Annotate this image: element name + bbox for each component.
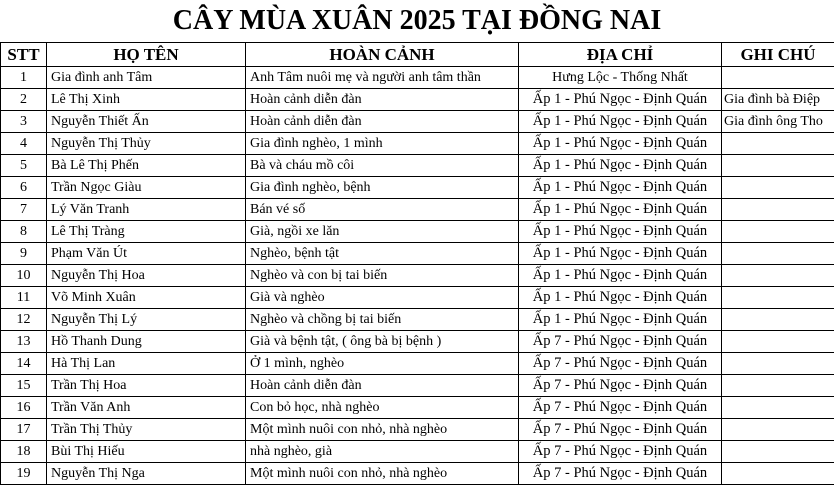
row-name-cell: Nguyễn Thị Nga — [47, 463, 246, 485]
row-circumstance-cell: Hoàn cảnh diễn đàn — [246, 111, 519, 133]
row-note-cell — [722, 199, 834, 221]
row-name-cell: Phạm Văn Út — [47, 243, 246, 265]
table-row — [1, 309, 834, 331]
row-name-cell: Nguyễn Thiết Ấn — [47, 111, 246, 133]
row-stt-cell: 19 — [1, 463, 47, 485]
row-name-cell: Hồ Thanh Dung — [47, 331, 246, 353]
table-row — [1, 111, 834, 133]
row-address-cell: Ấp 1 - Phú Ngọc - Định Quán — [519, 199, 722, 221]
row-address-cell: Ấp 1 - Phú Ngọc - Định Quán — [519, 309, 722, 331]
row-stt-cell: 7 — [1, 199, 47, 221]
row-name-cell: Nguyễn Thị Hoa — [47, 265, 246, 287]
row-name-cell: Nguyễn Thị Lý — [47, 309, 246, 331]
row-address-cell: Ấp 1 - Phú Ngọc - Định Quán — [519, 133, 722, 155]
row-stt-cell: 5 — [1, 155, 47, 177]
header-address: ĐỊA CHỈ — [519, 43, 722, 67]
row-note-cell: Gia đình bà Điệp — [722, 89, 834, 111]
row-address-cell: Ấp 1 - Phú Ngọc - Định Quán — [519, 89, 722, 111]
row-circumstance-cell: Bà và cháu mồ côi — [246, 155, 519, 177]
row-circumstance-cell: Già và bệnh tật, ( ông bà bị bệnh ) — [246, 331, 519, 353]
page-title: CÂY MÙA XUÂN 2025 TẠI ĐỒNG NAI — [0, 0, 834, 42]
row-note-cell — [722, 67, 834, 89]
row-name-cell: Gia đình anh Tâm — [47, 67, 246, 89]
row-stt-cell: 1 — [1, 67, 47, 89]
row-circumstance-cell: Hoàn cảnh diễn đàn — [246, 89, 519, 111]
table-row — [1, 177, 834, 199]
table-row — [1, 353, 834, 375]
header-circumstance: HOÀN CẢNH — [246, 43, 519, 67]
table-row — [1, 287, 834, 309]
row-stt-cell: 16 — [1, 397, 47, 419]
row-note-cell — [722, 441, 834, 463]
header-stt: STT — [1, 43, 47, 67]
table-row — [1, 89, 834, 111]
row-stt-cell: 10 — [1, 265, 47, 287]
table-row — [1, 67, 834, 89]
table-row — [1, 375, 834, 397]
row-circumstance-cell: Già, ngồi xe lăn — [246, 221, 519, 243]
row-circumstance-cell: Nghèo, bệnh tật — [246, 243, 519, 265]
row-note-cell — [722, 397, 834, 419]
row-note-cell: Gia đình ông Tho — [722, 111, 834, 133]
row-address-cell: Ấp 1 - Phú Ngọc - Định Quán — [519, 155, 722, 177]
table-row — [1, 199, 834, 221]
row-name-cell: Trần Văn Anh — [47, 397, 246, 419]
beneficiary-table — [0, 42, 834, 485]
table-row — [1, 441, 834, 463]
header-name: HỌ TÊN — [47, 43, 246, 67]
row-address-cell: Ấp 7 - Phú Ngọc - Định Quán — [519, 397, 722, 419]
table-body — [1, 67, 834, 485]
row-stt-cell: 13 — [1, 331, 47, 353]
row-stt-cell: 18 — [1, 441, 47, 463]
header-note: GHI CHÚ — [722, 43, 834, 67]
table-header-row — [1, 43, 834, 67]
row-name-cell: Lê Thị Xinh — [47, 89, 246, 111]
row-stt-cell: 14 — [1, 353, 47, 375]
table-row — [1, 419, 834, 441]
row-name-cell: Lê Thị Tràng — [47, 221, 246, 243]
row-circumstance-cell: Con bỏ học, nhà nghèo — [246, 397, 519, 419]
row-circumstance-cell: Gia đình nghèo, bệnh — [246, 177, 519, 199]
table-row — [1, 397, 834, 419]
row-circumstance-cell: Hoàn cảnh diễn đàn — [246, 375, 519, 397]
row-address-cell: Ấp 1 - Phú Ngọc - Định Quán — [519, 287, 722, 309]
row-address-cell: Ấp 7 - Phú Ngọc - Định Quán — [519, 441, 722, 463]
row-name-cell: Võ Minh Xuân — [47, 287, 246, 309]
row-stt-cell: 6 — [1, 177, 47, 199]
row-address-cell: Ấp 7 - Phú Ngọc - Định Quán — [519, 353, 722, 375]
row-note-cell — [722, 243, 834, 265]
row-note-cell — [722, 463, 834, 485]
row-stt-cell: 9 — [1, 243, 47, 265]
row-address-cell: Ấp 1 - Phú Ngọc - Định Quán — [519, 243, 722, 265]
row-note-cell — [722, 309, 834, 331]
row-address-cell: Ấp 7 - Phú Ngọc - Định Quán — [519, 331, 722, 353]
row-note-cell — [722, 177, 834, 199]
row-circumstance-cell: Bán vé số — [246, 199, 519, 221]
row-address-cell: Hưng Lộc - Thống Nhất — [519, 67, 722, 89]
row-circumstance-cell: Nghèo và con bị tai biến — [246, 265, 519, 287]
row-stt-cell: 2 — [1, 89, 47, 111]
row-note-cell — [722, 331, 834, 353]
table-row — [1, 463, 834, 485]
row-note-cell — [722, 133, 834, 155]
row-name-cell: Bà Lê Thị Phến — [47, 155, 246, 177]
row-circumstance-cell: Nghèo và chồng bị tai biến — [246, 309, 519, 331]
row-stt-cell: 15 — [1, 375, 47, 397]
row-name-cell: Trần Thị Hoa — [47, 375, 246, 397]
table-row — [1, 265, 834, 287]
row-circumstance-cell: Một mình nuôi con nhỏ, nhà nghèo — [246, 419, 519, 441]
row-stt-cell: 17 — [1, 419, 47, 441]
row-name-cell: Nguyễn Thị Thủy — [47, 133, 246, 155]
table-row — [1, 155, 834, 177]
table-row — [1, 331, 834, 353]
row-stt-cell: 4 — [1, 133, 47, 155]
row-name-cell: Lý Văn Tranh — [47, 199, 246, 221]
row-name-cell: Trần Thị Thủy — [47, 419, 246, 441]
row-circumstance-cell: Ở 1 mình, nghèo — [246, 353, 519, 375]
row-address-cell: Ấp 7 - Phú Ngọc - Định Quán — [519, 375, 722, 397]
row-name-cell: Hà Thị Lan — [47, 353, 246, 375]
table-row — [1, 243, 834, 265]
row-stt-cell: 12 — [1, 309, 47, 331]
row-circumstance-cell: Gia đình nghèo, 1 mình — [246, 133, 519, 155]
row-address-cell: Ấp 1 - Phú Ngọc - Định Quán — [519, 177, 722, 199]
row-note-cell — [722, 265, 834, 287]
row-address-cell: Ấp 1 - Phú Ngọc - Định Quán — [519, 221, 722, 243]
row-circumstance-cell: Anh Tâm nuôi mẹ và người anh tâm thần — [246, 67, 519, 89]
row-name-cell: Bùi Thị Hiếu — [47, 441, 246, 463]
row-note-cell — [722, 221, 834, 243]
row-name-cell: Trần Ngọc Giàu — [47, 177, 246, 199]
row-note-cell — [722, 287, 834, 309]
row-note-cell — [722, 353, 834, 375]
row-stt-cell: 3 — [1, 111, 47, 133]
row-note-cell — [722, 375, 834, 397]
row-address-cell: Ấp 1 - Phú Ngọc - Định Quán — [519, 111, 722, 133]
row-circumstance-cell: nhà nghèo, già — [246, 441, 519, 463]
row-circumstance-cell: Một mình nuôi con nhỏ, nhà nghèo — [246, 463, 519, 485]
row-address-cell: Ấp 7 - Phú Ngọc - Định Quán — [519, 419, 722, 441]
row-circumstance-cell: Già và nghèo — [246, 287, 519, 309]
row-stt-cell: 8 — [1, 221, 47, 243]
table-row — [1, 221, 834, 243]
row-stt-cell: 11 — [1, 287, 47, 309]
row-address-cell: Ấp 1 - Phú Ngọc - Định Quán — [519, 265, 722, 287]
row-note-cell — [722, 155, 834, 177]
row-address-cell: Ấp 7 - Phú Ngọc - Định Quán — [519, 463, 722, 485]
table-row — [1, 133, 834, 155]
row-note-cell — [722, 419, 834, 441]
